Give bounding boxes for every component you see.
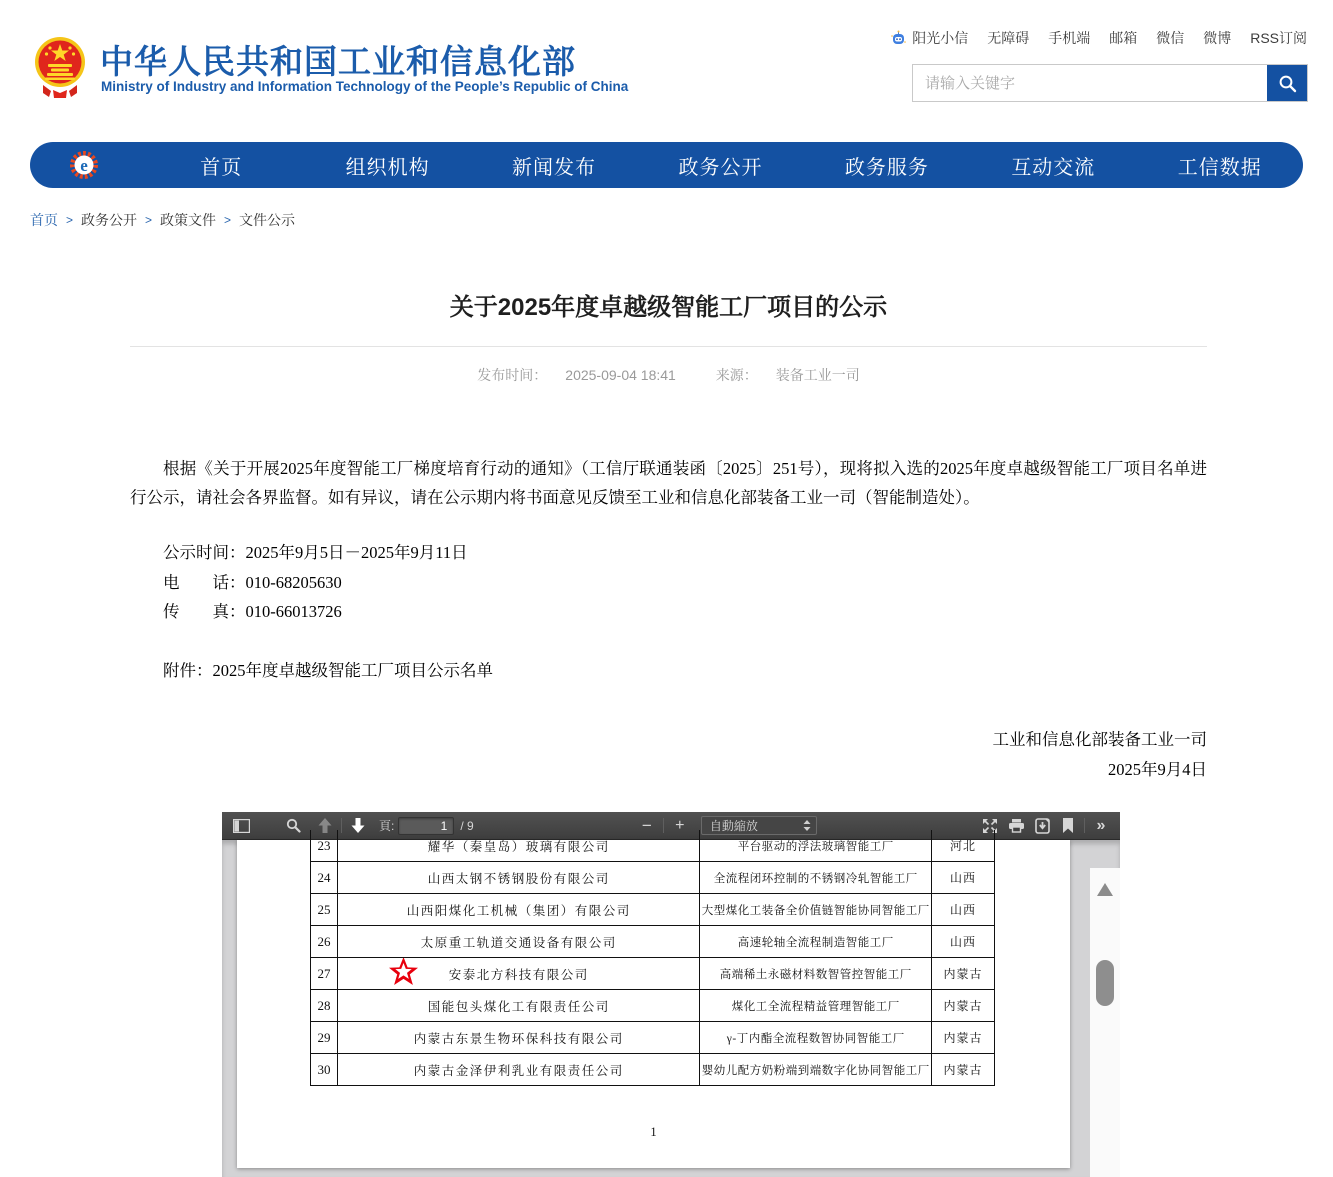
article-title: 关于2025年度卓越级智能工厂项目的公示 bbox=[449, 294, 888, 321]
breadcrumb-separator: > bbox=[224, 213, 232, 227]
zoom-in-button[interactable]: + bbox=[667, 814, 693, 838]
bookmark-icon bbox=[1062, 818, 1074, 833]
signature: 工业和信息化部装备工业一司 bbox=[992, 729, 1207, 749]
svg-text:e: e bbox=[80, 156, 88, 175]
search-icon bbox=[1278, 74, 1297, 93]
more-tools-button[interactable]: » bbox=[1088, 814, 1114, 838]
quick-link-wechat[interactable]: 微信 bbox=[1156, 30, 1185, 46]
pdf-viewer bbox=[222, 812, 1120, 1177]
breadcrumb-home[interactable]: 首页 bbox=[30, 212, 58, 228]
search-input[interactable] bbox=[913, 65, 1267, 101]
table-row: 26 太原重工轨道交通设备有限公司 高速轮轴全流程制造智能工厂 山西 bbox=[311, 926, 994, 958]
quick-link-xiaoxin[interactable]: 阳光小信 bbox=[890, 28, 968, 48]
red-star-annotation-icon bbox=[388, 958, 419, 987]
site-title: 中华人民共和国工业和信息化部 bbox=[100, 43, 576, 80]
table-row: 24 山西太钢不锈钢股份有限公司 全流程闭环控制的不锈钢冷轧智能工厂 山西 bbox=[311, 862, 994, 894]
attachment-line: 附件：2025年度卓越级智能工厂项目公示名单 bbox=[163, 660, 493, 680]
print-icon bbox=[1008, 818, 1025, 833]
download-icon bbox=[1035, 818, 1050, 834]
zoom-mode-label: 自動縮放 bbox=[709, 819, 758, 833]
table-row: 23 耀华（秦皇岛）玻璃有限公司 平台驱动的浮法玻璃智能工厂 河北 bbox=[311, 830, 994, 862]
quick-link-mail[interactable]: 邮箱 bbox=[1109, 30, 1138, 46]
source: 装备工业一司 bbox=[775, 367, 860, 383]
table-row: 29 内蒙古东景生物环保科技有限公司 γ-丁内酯全流程数智协同智能工厂 内蒙古 bbox=[311, 1022, 994, 1054]
scrollbar-up-button[interactable] bbox=[1097, 883, 1113, 896]
table-row: 30 内蒙古金泽伊利乳业有限责任公司 婴幼儿配方奶粉端到端数字化协同智能工厂 内蒙古 bbox=[311, 1054, 994, 1086]
quick-links bbox=[890, 28, 1307, 48]
quick-link-accessibility[interactable]: 无障碍 bbox=[987, 30, 1030, 46]
pdf-scrollbar bbox=[1090, 868, 1120, 1177]
source-label: 来源： bbox=[715, 367, 758, 383]
search-bar bbox=[912, 64, 1308, 102]
table-row: 25 山西阳煤化工机械（集团）有限公司 大型煤化工装备全价值链智能协同智能工厂 山西 bbox=[311, 894, 994, 926]
project-table bbox=[310, 830, 995, 1086]
quick-link-rss[interactable]: RSS订阅 bbox=[1250, 30, 1307, 46]
quick-link-weibo[interactable]: 微博 bbox=[1203, 30, 1232, 46]
nav-item-data[interactable]: 工信数据 bbox=[1177, 156, 1262, 179]
breadcrumb-separator: > bbox=[145, 213, 153, 227]
page-count: / 9 bbox=[460, 818, 474, 833]
article bbox=[130, 287, 1207, 785]
breadcrumb bbox=[30, 210, 295, 230]
search-button[interactable] bbox=[1267, 65, 1307, 101]
table-row: 28 国能包头煤化工有限责任公司 煤化工全流程精益管理智能工厂 内蒙古 bbox=[311, 990, 994, 1022]
nav-item-gov-services[interactable]: 政务服务 bbox=[844, 156, 929, 179]
zoom-out-button[interactable]: − bbox=[634, 814, 660, 838]
download-button[interactable] bbox=[1029, 814, 1055, 838]
publish-time-label: 发布时间： bbox=[477, 367, 548, 383]
national-emblem-icon bbox=[33, 33, 87, 99]
find-button[interactable] bbox=[280, 814, 306, 838]
notice-period: 公示时间：2025年9月5日－2025年9月11日 bbox=[163, 543, 468, 562]
table-row-starred: 27 安泰北方科技有限公司 高端稀土永磁材料数智管控智能工厂 内蒙古 bbox=[311, 958, 994, 990]
sidebar-toggle-icon bbox=[233, 819, 250, 833]
sidebar-toggle-button[interactable] bbox=[228, 814, 254, 838]
publish-time: 2025-09-04 18:41 bbox=[565, 367, 676, 383]
nav-item-news[interactable]: 新闻发布 bbox=[512, 156, 597, 179]
page-label: 頁: bbox=[379, 819, 395, 833]
miit-logo-icon bbox=[69, 150, 99, 180]
sign-date: 2025年9月4日 bbox=[1108, 759, 1207, 779]
pdf-page-number: 1 bbox=[650, 1125, 657, 1139]
nav-item-organization[interactable]: 组织机构 bbox=[345, 156, 430, 179]
find-icon bbox=[286, 818, 301, 833]
pdf-page bbox=[237, 837, 1070, 1168]
phone-line: 电 话：010-68205630 bbox=[163, 572, 342, 592]
scrollbar-thumb[interactable] bbox=[1096, 960, 1114, 1006]
title-divider bbox=[130, 346, 1207, 347]
xiaoxin-robot-icon bbox=[890, 30, 907, 47]
print-button[interactable] bbox=[1003, 814, 1029, 838]
site-subtitle: Ministry of Industry and Information Technology of the People’s Republic of China bbox=[101, 79, 629, 94]
breadcrumb-policy-docs[interactable]: 政策文件 bbox=[160, 212, 217, 228]
fax-line: 传 真：010-66013726 bbox=[163, 602, 342, 621]
nav-item-home[interactable]: 首页 bbox=[200, 156, 243, 179]
nav-item-gov-affairs[interactable]: 政务公开 bbox=[678, 156, 763, 179]
pdf-view-area bbox=[222, 837, 1120, 1177]
article-paragraph: 根据《关于开展2025年度智能工厂梯度培育行动的通知》（工信厅联通装函〔2025〕251号），现将拟入选的2025年度卓越级智能工厂项目名单进行公示，请社会各界监督。如有异议，请在公示期内将书面意见反馈至工业和信息化部装备工业一司（智能制造处）。 bbox=[130, 459, 1207, 507]
article-meta bbox=[130, 365, 1207, 385]
breadcrumb-separator: > bbox=[66, 213, 74, 227]
nav-item-interaction[interactable]: 互动交流 bbox=[1011, 156, 1096, 179]
breadcrumb-current: 文件公示 bbox=[239, 212, 296, 228]
breadcrumb-gov-affairs[interactable]: 政务公开 bbox=[81, 212, 138, 228]
bookmark-button[interactable] bbox=[1055, 814, 1081, 838]
main-nav bbox=[30, 142, 1303, 188]
quick-link-mobile[interactable]: 手机端 bbox=[1048, 30, 1091, 46]
